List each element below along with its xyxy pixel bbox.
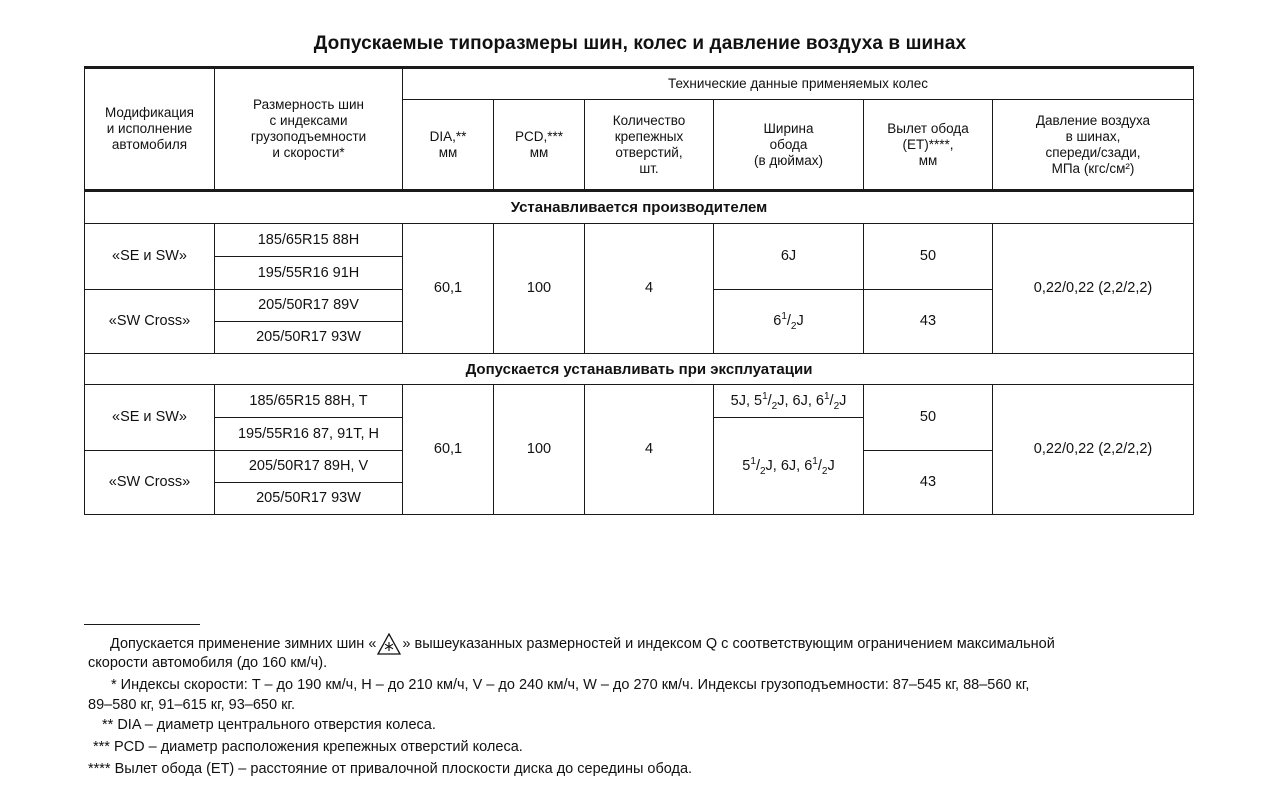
dia-value: 60,1 (433, 441, 463, 457)
snowflake-mountain-icon (377, 633, 401, 655)
tire-size: 195/55R16 87, 91T, H (237, 425, 380, 442)
footnote-dia: ** DIA – диаметр центрального отверстия колеса. (102, 717, 436, 733)
rim-width: $5^1/_2J$, 6J, $6^1/_2J$ (742, 455, 835, 477)
et-value: 43 (919, 474, 937, 490)
header-pcd: PCD,*** мм (514, 128, 563, 160)
tire-size: 205/50R17 93W (256, 329, 361, 345)
pcd-value: 100 (526, 280, 552, 296)
tire-size: 205/50R17 89V (258, 297, 359, 313)
header-modification: Модификация и исполнение автомобиля (105, 105, 194, 152)
header-dia: DIA,** мм (429, 128, 467, 160)
pressure-value: 0,22/0,22 (2,2/2,2) (1033, 441, 1153, 457)
et-value: 50 (919, 409, 937, 425)
holes-value: 4 (644, 280, 654, 296)
mod-se-sw: «SE и SW» (112, 248, 187, 264)
tire-size: 185/65R15 88H, T (249, 392, 368, 409)
header-rim-width: Ширина обода (в дюймах) (754, 120, 823, 168)
header-tire-size: Размерность шин с индексами грузоподъемности и скорости* (250, 97, 367, 160)
tire-size: 185/65R15 88H (257, 231, 360, 248)
et-value: 50 (919, 248, 937, 264)
footnote-speed-index: * Индексы скорости: T – до 190 км/ч, H – до 210 км/ч, V – до 240 км/ч, W – до 270 км/ч. Индексы грузоподъемности: 87–545 кг, 88–560 кг, (111, 677, 1030, 693)
pressure-value: 0,22/0,22 (2,2/2,2) (1033, 280, 1153, 296)
section-label-operation: Допускается устанавливать при эксплуатации (465, 360, 813, 378)
footnote-et: **** Вылет обода (ET) – расстояние от привалочной плоскости диска до середины обода. (88, 761, 693, 777)
footnote-separator (84, 624, 200, 625)
footnote-winter: Допускается применение зимних шин « » вышеуказанных размерностей и индексом Q с соответствующим ограничением максимальной (110, 633, 1055, 655)
mod-sw-cross: «SW Cross» (108, 474, 191, 490)
page-title: Допускаемые типоразмеры шин, колес и давление воздуха в шинах (313, 33, 967, 54)
section-label-manufacturer: Устанавливается производителем (510, 199, 768, 216)
header-holes: Количество крепежных отверстий, шт. (612, 112, 686, 176)
tire-size: 205/50R17 89H, V (248, 458, 369, 474)
footnote-winter-cont: скорости автомобиля (до 160 км/ч). (88, 655, 328, 671)
holes-value: 4 (644, 441, 654, 457)
mod-sw-cross: «SW Cross» (108, 313, 191, 329)
tire-size: 195/55R16 91H (257, 264, 360, 281)
header-pressure: Давление воздуха в шинах, спереди/сзади, МПа (кгс/см²) (1035, 112, 1151, 176)
pcd-value: 100 (526, 441, 552, 457)
footnote-pcd: *** PCD – диаметр расположения крепежных отверстий колеса. (93, 739, 523, 755)
tire-size: 205/50R17 93W (256, 490, 361, 506)
et-value: 43 (919, 313, 937, 329)
rim-width: $6^1/_2J$ (773, 311, 804, 332)
header-wheel-data-group: Технические данные применяемых колес (667, 76, 928, 91)
mod-se-sw: «SE и SW» (112, 409, 187, 425)
header-et: Вылет обода (ET)****, мм (887, 120, 969, 168)
rim-width: 5J, $5^1/_2J$, 6J, $6^1/_2J$ (730, 390, 847, 412)
footnote-speed-index-cont: 89–580 кг, 91–615 кг, 93–650 кг. (88, 697, 295, 713)
dia-value: 60,1 (433, 280, 463, 296)
rim-width: 6J (780, 248, 797, 264)
